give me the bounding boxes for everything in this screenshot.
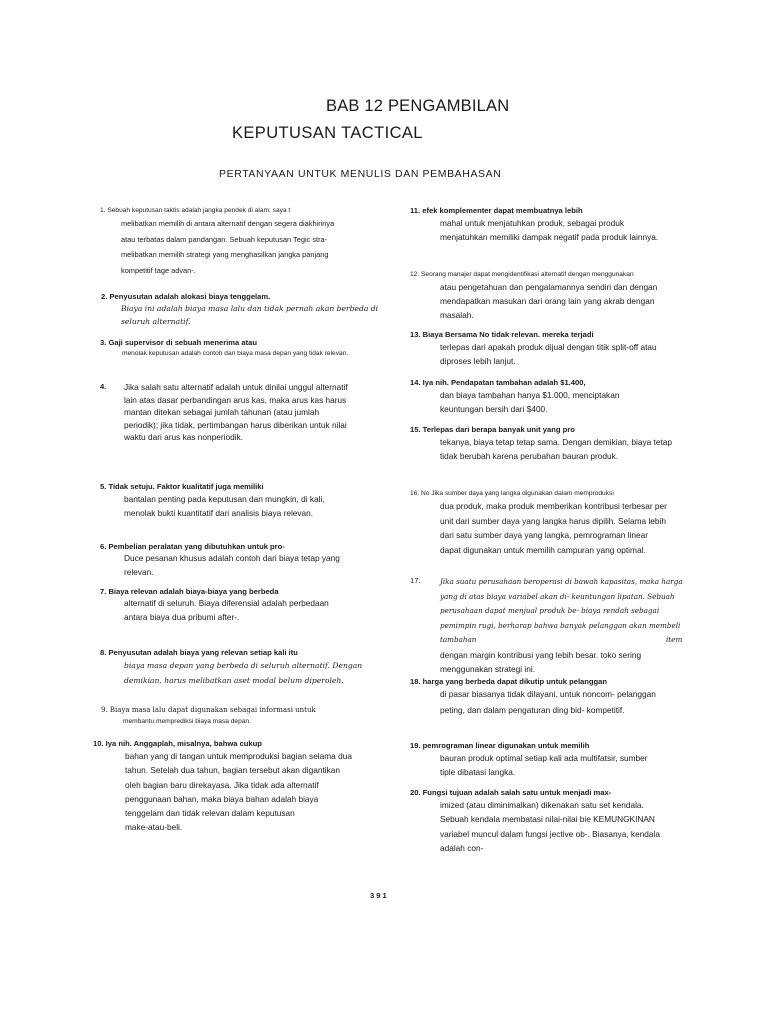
question-10: 10. Iya nih. Anggaplah, misalnya, bahwa cukup bahan yang di tangan untuk memproduksi bagian selama dua tahun. Setelah dua tahun, bagian tersebut akan digantikan oleh bagian baru direkayasa. Jika tidak ada alternatif penggunaan bahan, maka biaya bahan adalah biaya tenggelam dan tidak relevan dalam keputusan make-atau-beli. — [93, 739, 352, 833]
chapter-title-line-1: BAB 12 PENGAMBILAN — [326, 97, 510, 115]
question-2: 2. Penyusutan adalah alokasi biaya tenggelam. Biaya ini adalah biaya masa lalu dan tidak pernah akan berbeda di seluruh alternatif. — [101, 292, 379, 326]
question-20: 20. Fungsi tujuan adalah salah satu untuk menjadi max- imized (atau diminimalkan) dikenakan satu set kendala. Sebuah kendala membatasi nilai-nilai bie KEMUNGKINAN variabel muncul dalam fungsi jective ob-. Biasanya, kendala adalah con- — [410, 788, 660, 853]
question-9: 9. Biaya masa lalu dapat digunakan sebagai informasi untuk membantu memprediksi biaya masa depan. — [101, 706, 316, 725]
question-7: 7. Biaya relevan adalah biaya-biaya yang berbeda alternatif di seluruh. Biaya diferensial adalah perbedaan antara biaya dua pribumi after-. — [100, 587, 329, 622]
question-5: 5. Tidak setuju. Faktor kualitatif juga memiliki bantalan penting pada keputusan dan mungkin, di kali, menolak bukti kuantitatif dari analisis biaya relevan. — [100, 482, 325, 518]
question-17: 17. Jika suatu perusahaan beroperasi di bawah kapasitas, maka harga yang di atas biaya variabel akan di- keuntungan lipatan. Sebuah perusahaan dapat menjual produk be- biaya rendah sebagai pemimpin rugi, berharap bahwa banyak pelanggan akan membeli tambahan item dengan margin kontribusi yang lebih besar. toko sering menggunakan strategi ini. — [410, 576, 683, 674]
question-15: 15. Terlepas dari berapa banyak unit yang pro tekanya, biaya tetap tetap sama. Dengan demikian, biaya tetap tidak berubah karena perubahan bauran produk. — [410, 425, 673, 461]
question-3: 3. Gaji supervisor di sebuah menerima atau menolak keputusan adalah contoh dari biaya masa depan yang tidak relevan. — [100, 338, 349, 357]
chapter-title-line-2: KEPUTUSAN TACTICAL — [232, 124, 423, 142]
question-6: 6. Pembelian peralatan yang dibutuhkan untuk pro- Duce pesanan khusus adalah contoh dari biaya tetap yang relevan. — [100, 542, 340, 577]
question-8: 8. Penyusutan adalah biaya yang relevan setiap kali itu biaya masa depan yang berbeda di seluruh alternatif. Dengan demikian, harus melibatkan aset modal belum diperoleh. — [100, 648, 363, 685]
question-4: 4. Jika salah satu alternatif adalah untuk dinilai unggul alternatif lain atas dasar perbandingan arus kas, maka arus kas harus mantan ditekan sebagai jumlah tahunan (atau jumlah periodik); jika tidak, pertimbangan harus diberikan untuk nilai waktu dari arus kas nonperiodik. — [100, 382, 348, 443]
page-number: 391 — [370, 891, 389, 900]
question-14: 14. Iya nih. Pendapatan tambahan adalah $1.400, dan biaya tambahan hanya $1.000, menciptakan keuntungan bersih dari $400. — [410, 378, 620, 414]
question-12: 12. Seorang manajer dapat mengidentifikasi alternatif dengan menggunakan atau pengetahuan dan pengalamannya sendiri dan dengan mendapatkan masukan dari orang lain yang akrab dengan masalah. — [410, 271, 658, 320]
question-13: 13. Biaya Bersama No tidak relevan. mereka terjadi terlepas dari apakah produk dijual dengan titik split-off atau diproses lebih lanjut. — [410, 330, 657, 366]
question-1: 1. Sebuah keputusan taktis adalah jangka pendek di alam; saya t melibatkan memilih di antara alternatif dengan segera diakhirinya atau terbatas dalam pandangan. Sebuah keputusan Tegic stra- melibatkan memilih strategi yang menghasilkan jangka panjang kompetitif tage advan-. — [100, 207, 335, 275]
question-16: 16. No Jika sumber daya yang langka digunakan dalam memproduksi dua produk, maka produk memberikan kontribusi terbesar per unit dari sumber daya yang langka harus dipilih. Selama lebih dari satu sumber daya yang langka, pemrograman linear dapat digunakan untuk memilih campuran yang optimal. — [410, 490, 667, 555]
question-18: 18. harga yang berbeda dapat dikutip untuk pelanggan di pasar biasanya tidak dilayani, untuk noncom- pelanggan peting, dan dalam pengaturan ding bid- kompetitif. — [410, 677, 656, 715]
section-subtitle: PERTANYAAN UNTUK MENULIS DAN PEMBAHASAN — [219, 168, 502, 180]
question-11: 11. efek komplementer dapat membuatnya lebih mahal untuk menjatuhkan produk, sebagai produk menjatuhkan memiliki dampak negatif pada produk lainnya. — [410, 206, 659, 242]
item-word: item — [666, 635, 683, 645]
question-19: 19. pemrograman linear digunakan untuk memilih bauran produk optimal setiap kali ada multifatsir, sumber tiple dibatasi langka. — [410, 741, 648, 777]
